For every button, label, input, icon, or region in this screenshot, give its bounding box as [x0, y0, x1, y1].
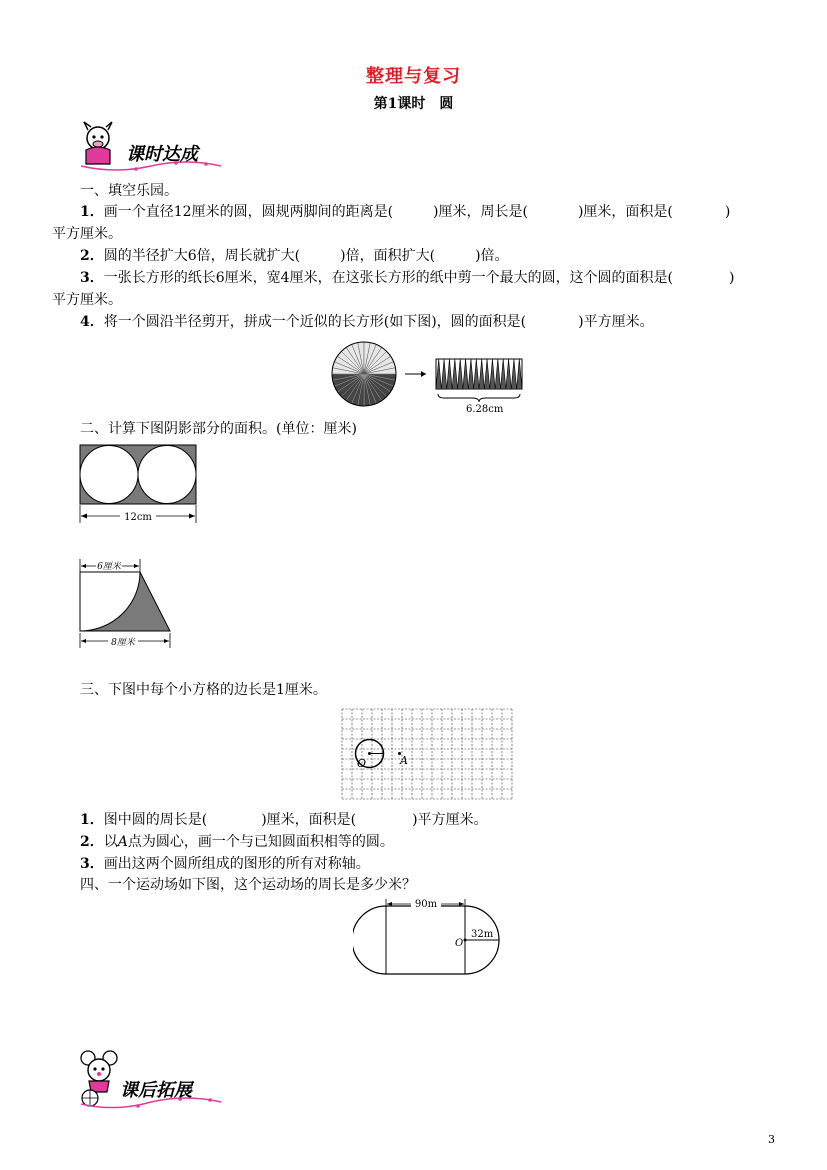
radius-label: 32m — [471, 929, 494, 940]
question-3-2: 2．以A点为圆心，画一个与已知圆面积相等的圆。 — [80, 834, 394, 850]
rectangle-length-label: 6.28cm — [466, 404, 504, 415]
section3-heading: 三、下图中每个小方格的边长是1厘米。 — [80, 682, 327, 698]
section4-heading: 四、一个运动场如下图，这个运动场的周长是多少米？ — [80, 877, 416, 893]
badge-bottom-text: 课后拓展 — [120, 1080, 192, 1101]
question-1-3-cont: 平方厘米。 — [52, 292, 122, 308]
question-1-1-cont: 平方厘米。 — [52, 226, 122, 242]
circle-to-rectangle-figure — [330, 340, 540, 415]
top-length-label: 6厘米 — [97, 562, 121, 572]
page-number: 3 — [768, 1133, 775, 1146]
two-circles-figure — [76, 443, 201, 528]
section1-heading: 一、填空乐园。 — [80, 183, 178, 199]
question-3-3: 3．画出这两个圆所组成的图形的所有对称轴。 — [80, 856, 370, 872]
question-1-3: 3．一张长方形的纸长6厘米，宽4厘米，在这张长方形的纸中剪一个最大的圆，这个圆的面积是( ) — [80, 270, 735, 286]
section2-heading: 二、计算下图阴影部分的面积。(单位：厘米) — [80, 421, 357, 437]
bottom-length-label: 8厘米 — [111, 638, 135, 648]
question-1-4: 4．将一个圆沿半径剪开，拼成一个近似的长方形(如下图)，圆的面积是( )平方厘米。 — [80, 314, 654, 330]
badge-top-text: 课时达成 — [126, 144, 198, 165]
question-3-1: 1．图中圆的周长是( )厘米，面积是( )平方厘米。 — [80, 812, 488, 828]
point-a-label: A — [400, 754, 408, 767]
width-label: 12cm — [124, 512, 152, 523]
question-1-1: 1．画一个直径12厘米的圆，圆规两脚间的距离是( )厘米，周长是( )厘米，面积是( ) — [80, 204, 731, 220]
page-title: 整理与复习 — [366, 66, 461, 87]
lesson-subtitle: 第1课时 圆 — [373, 96, 454, 112]
badge-bottom — [76, 1050, 226, 1110]
semicircle-trapezoid-figure — [74, 556, 179, 651]
sports-field-figure — [353, 896, 503, 980]
center-o-label: O — [357, 757, 367, 770]
center-o-label: O — [455, 938, 464, 949]
brace — [438, 394, 520, 402]
grid-figure — [340, 705, 518, 803]
length-label: 90m — [414, 899, 438, 910]
question-1-2: 2．圆的半径扩大6倍，周长就扩大( )倍，面积扩大( )倍。 — [80, 248, 509, 264]
grid-lines — [342, 709, 512, 799]
badge-top — [76, 118, 226, 174]
